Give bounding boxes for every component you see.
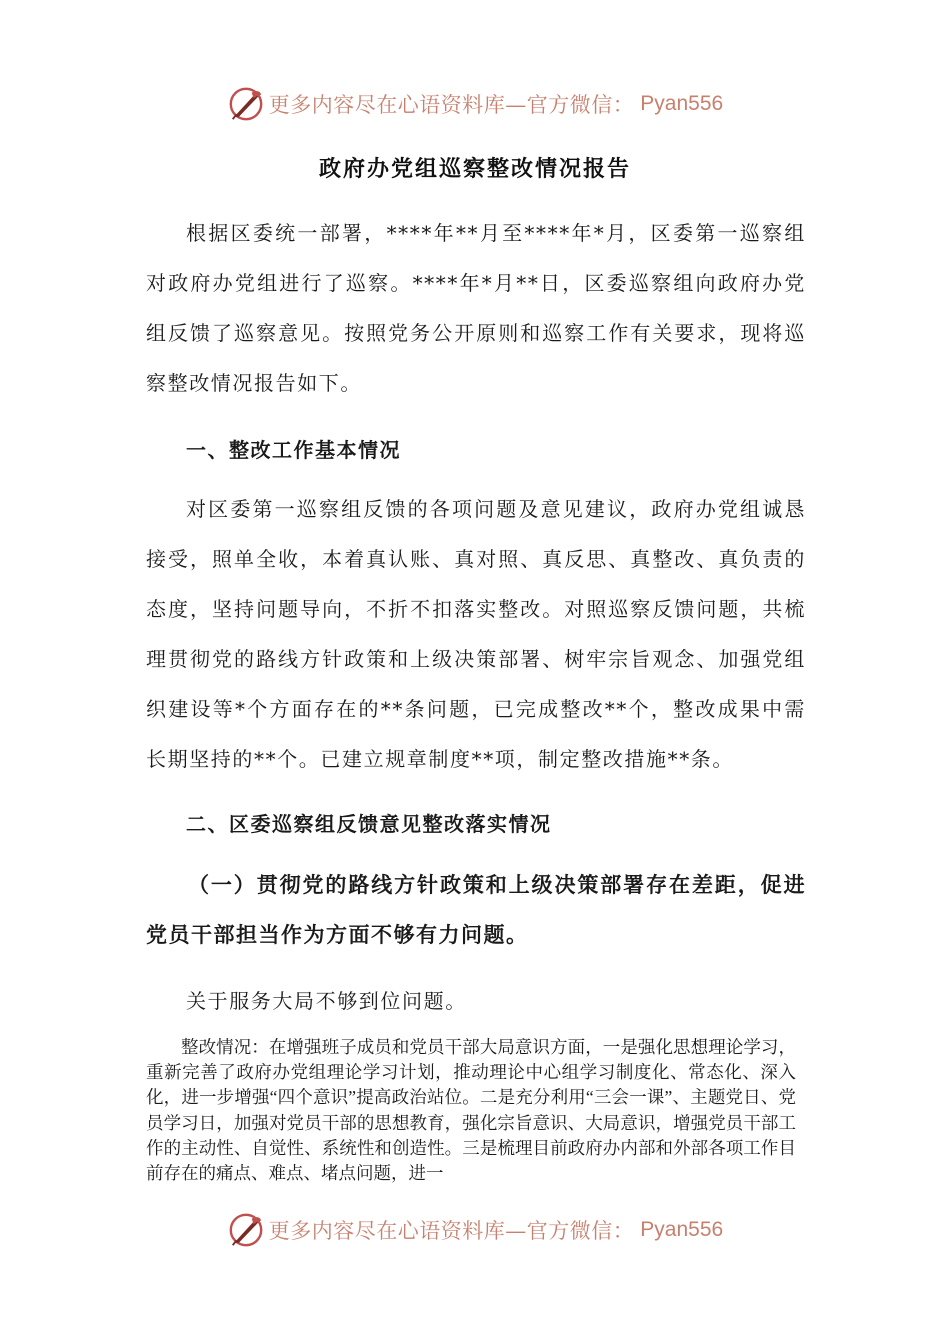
quill-logo-icon: [227, 85, 265, 123]
watermark-wechat-id: Pyan556: [640, 1218, 724, 1241]
issue-line: 关于服务大局不够到位问题。: [186, 989, 467, 1013]
document-title: 政府办党组巡察整改情况报告: [318, 156, 631, 182]
section1-paragraph: 对区委第一巡察组反馈的各项问题及意见建议，政府办党组诚恳接受，照单全收，本着真认账、真对照、真反思、真整改、真负责的态度，坚持问题导向，不折不扣落实整改。对照巡察反馈问题，共梳理贯彻党的路线方针政策和上级决策部署、树牢宗旨观念、加强党组织建设等*个方面存在的**条问题，已完成整改**个，整改成果中需长期坚持的**个。已建立规章制度**项，制定整改措施**条。: [146, 497, 806, 771]
section1-heading: 一、整改工作基本情况: [186, 438, 401, 462]
watermark-text: 更多内容尽在心语资料库—官方微信：: [268, 1219, 635, 1243]
intro-paragraph: 根据区委统一部署，****年**月至****年*月，区委第一巡察组对政府办党组进行了巡察。****年*月**日，区委巡察组向政府办党组反馈了巡察意见。按照党务公开原则和巡察工作有关要求，现将巡察整改情况报告如下。: [146, 221, 806, 395]
subsection1-heading: （一）贯彻党的路线方针政策和上级决策部署存在差距，促进党员干部担当作为方面不够有力问题。: [146, 872, 806, 947]
rectification-paragraph: 整改情况：在增强班子成员和党员干部大局意识方面，一是强化思想理论学习，重新完善了政府办党组理论学习计划，推动理论中心组学习制度化、常态化、深入化，进一步增强“四个意识”提高政治站位。二是充分利用“三会一课”、主题党日、党员学习日，加强对党员干部的思想教育，强化宗旨意识、大局意识，增强党员干部工作的主动性、自觉性、系统性和创造性。三是梳理目前政府办内部和外部各项工作目前存在的痛点、难点、堵点问题，进一: [146, 1037, 796, 1184]
section2-heading: 二、区委巡察组反馈意见整改落实情况: [186, 812, 552, 836]
watermark-top: [0, 82, 950, 126]
watermark-bottom: [0, 1208, 950, 1252]
watermark-wechat-id: Pyan556: [640, 92, 724, 115]
quill-logo-icon: [227, 1211, 265, 1249]
watermark-text: 更多内容尽在心语资料库—官方微信：: [268, 93, 635, 117]
